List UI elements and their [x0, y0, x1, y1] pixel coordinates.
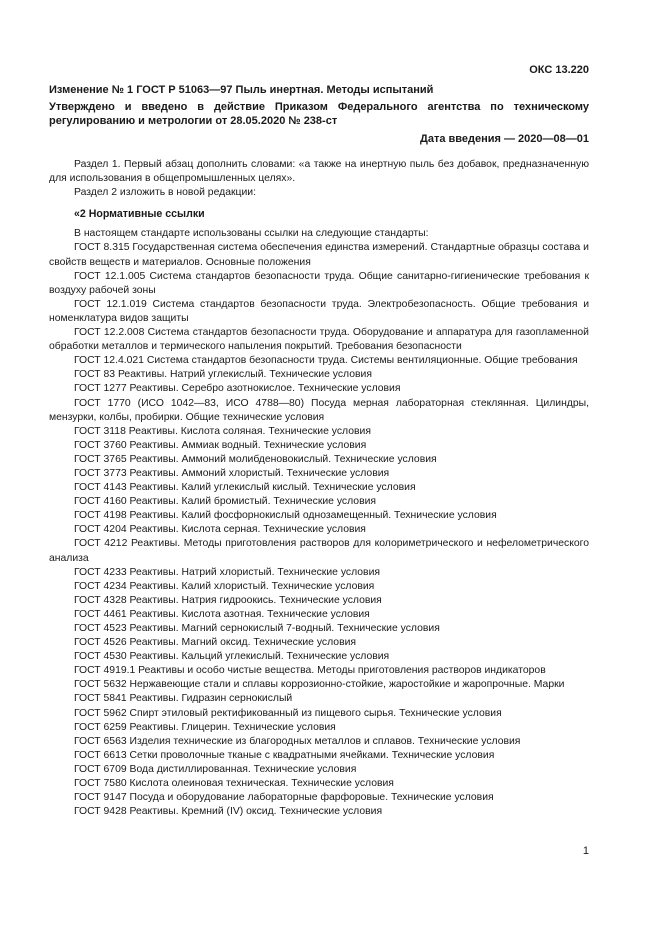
- references-list: [49, 241, 589, 819]
- reference-item: ГОСТ 4526 Реактивы. Магний оксид. Технические условия: [74, 637, 357, 649]
- reference-item: ГОСТ 4919.1 Реактивы и особо чистые вещества. Методы приготовления растворов индикаторов: [74, 665, 546, 677]
- reference-item: ГОСТ 1277 Реактивы. Серебро азотнокислое. Технические условия: [74, 383, 401, 395]
- reference-item: ГОСТ 3118 Реактивы. Кислота соляная. Технические условия: [74, 425, 371, 437]
- reference-item: ГОСТ 3760 Реактивы. Аммиак водный. Технические условия: [74, 439, 367, 451]
- reference-item: ГОСТ 9428 Реактивы. Кремний (IV) оксид. Технические условия: [74, 806, 383, 818]
- paragraph-section-2: Раздел 2 изложить в новой редакции:: [74, 187, 256, 199]
- reference-item: ГОСТ 12.2.008 Система стандартов безопасности труда. Оборудование и аппаратура для газопламенной обработки металлов и термического напыления покрытий. Требования безопасности: [49, 327, 589, 353]
- reference-item: ГОСТ 1770 (ИСО 1042—83, ИСО 4788—80) Посуда мерная лабораторная стеклянная. Цилиндры, мензурки, колбы, пробирки. Общие технические условия: [49, 397, 589, 423]
- reference-item: ГОСТ 12.4.021 Система стандартов безопасности труда. Системы вентиляционные. Общие требования: [74, 355, 578, 367]
- classification-code: ОКС 13.220: [529, 64, 589, 76]
- introduction-date: Дата введения — 2020—08—01: [420, 133, 589, 145]
- reference-item: ГОСТ 9147 Посуда и оборудование лабораторные фарфоровые. Технические условия: [74, 792, 494, 804]
- reference-item: ГОСТ 4204 Реактивы. Кислота серная. Технические условия: [74, 524, 366, 536]
- approval-statement: Утверждено и введено в действие Приказом Федерального агентства по техническому регулированию и метрологии от 28.05.2020 № 238-ст: [49, 101, 589, 127]
- reference-item: ГОСТ 6709 Вода дистиллированная. Технические условия: [74, 763, 357, 775]
- reference-item: ГОСТ 6259 Реактивы. Глицерин. Технические условия: [74, 721, 336, 733]
- reference-item: ГОСТ 4233 Реактивы. Натрий хлористый. Технические условия: [74, 566, 380, 578]
- reference-item: ГОСТ 4212 Реактивы. Методы приготовления растворов для колориметрического и нефелометрического анализа: [49, 538, 589, 564]
- reference-item: ГОСТ 5962 Спирт этиловый ректификованный из пищевого сырья. Технические условия: [74, 707, 502, 719]
- reference-item: ГОСТ 7580 Кислота олеиновая техническая. Технические условия: [74, 778, 394, 790]
- reference-item: ГОСТ 5632 Нержавеющие стали и сплавы коррозионно-стойкие, жаростойкие и жаропрочные. Марки: [74, 679, 565, 691]
- reference-item: ГОСТ 12.1.005 Система стандартов безопасности труда. Общие санитарно-гигиенические требования к воздуху рабочей зоны: [49, 270, 589, 296]
- reference-item: ГОСТ 4234 Реактивы. Калий хлористый. Технические условия: [74, 580, 375, 592]
- paragraph-section-1: Раздел 1. Первый абзац дополнить словами: «а также на инертную пыль без добавок, предназначенную для использования в общепромышленных целях».: [49, 159, 589, 185]
- document-title: Изменение № 1 ГОСТ Р 51063—97 Пыль инертная. Методы испытаний: [49, 84, 434, 96]
- reference-item: ГОСТ 5841 Реактивы. Гидразин сернокислый: [74, 693, 293, 705]
- reference-item: ГОСТ 6613 Сетки проволочные тканые с квадратными ячейками. Технические условия: [74, 749, 495, 761]
- page-number: 1: [582, 845, 589, 857]
- reference-item: ГОСТ 4198 Реактивы. Калий фосфорнокислый однозамещенный. Технические условия: [74, 510, 497, 522]
- references-intro: В настоящем стандарте использованы ссылки на следующие стандарты:: [74, 228, 429, 240]
- reference-item: ГОСТ 4160 Реактивы. Калий бромистый. Технические условия: [74, 496, 377, 508]
- reference-item: ГОСТ 4530 Реактивы. Кальций углекислый. Технические условия: [74, 651, 390, 663]
- document-body: [49, 158, 589, 819]
- reference-item: ГОСТ 3773 Реактивы. Аммоний хлористый. Технические условия: [74, 467, 390, 479]
- reference-item: ГОСТ 83 Реактивы. Натрий углекислый. Технические условия: [74, 369, 372, 381]
- reference-item: ГОСТ 6563 Изделия технические из благородных металлов и сплавов. Технические условия: [74, 735, 521, 747]
- reference-item: ГОСТ 4328 Реактивы. Натрия гидроокись. Технические условия: [74, 594, 382, 606]
- reference-item: ГОСТ 4523 Реактивы. Магний сернокислый 7-водный. Технические условия: [74, 623, 440, 634]
- reference-item: ГОСТ 4461 Реактивы. Кислота азотная. Технические условия: [74, 608, 370, 620]
- section-heading: «2 Нормативные ссылки: [74, 208, 205, 221]
- reference-item: ГОСТ 3765 Реактивы. Аммоний молибденовокислый. Технические условия: [74, 453, 437, 465]
- reference-item: ГОСТ 4143 Реактивы. Калий углекислый кислый. Технические условия: [74, 482, 416, 494]
- reference-item: ГОСТ 8.315 Государственная система обеспечения единства измерений. Стандартные образцы состава и свойств веществ и материалов. Основные положения: [49, 242, 589, 268]
- reference-item: ГОСТ 12.1.019 Система стандартов безопасности труда. Электробезопасность. Общие требования и номенклатура видов защиты: [49, 298, 589, 324]
